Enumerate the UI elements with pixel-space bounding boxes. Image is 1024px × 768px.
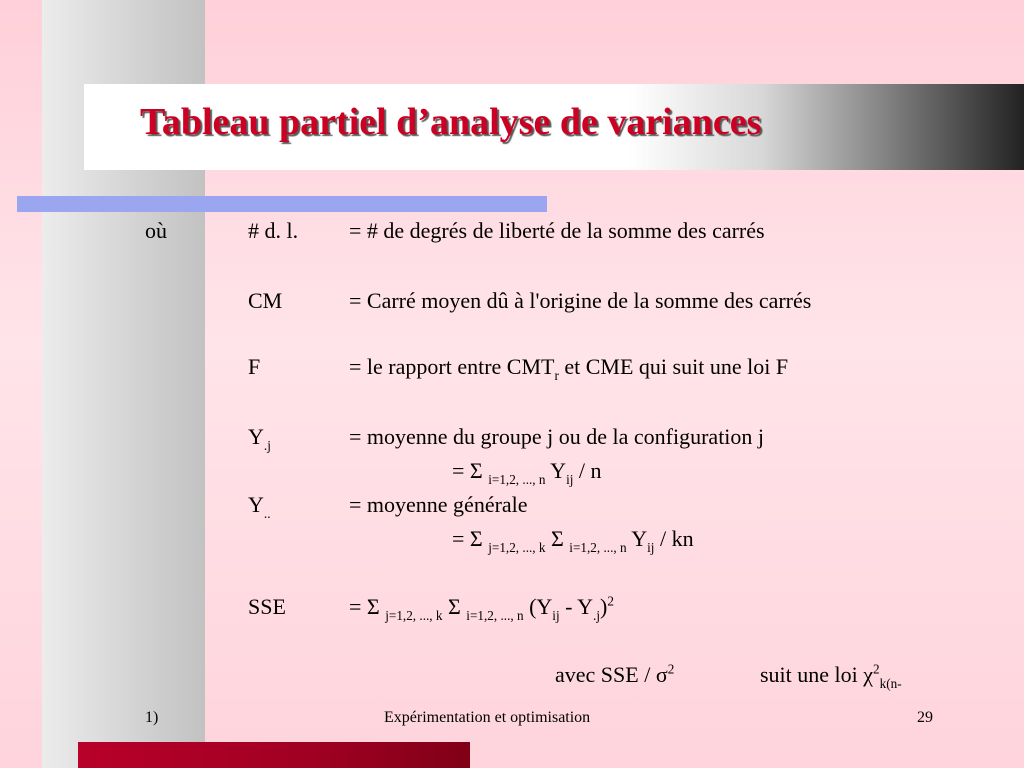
desc-yj: = moyenne du groupe j ou de la configuration j bbox=[349, 424, 765, 449]
term-sse: SSE bbox=[248, 594, 286, 619]
blue-accent-bar bbox=[17, 196, 547, 212]
footer-center: Expérimentation et optimisation bbox=[384, 709, 591, 726]
formula-sse: = Σ $_{j=1,2, ..., k}$ Σ $_{i=1,2, ..., n}$ $(Y_{ij} - Y_{.j})^2$ bbox=[349, 593, 614, 623]
term-ddl: # d. l. bbox=[248, 218, 299, 243]
term-f: F bbox=[248, 354, 261, 379]
term-ydd: $Y_{..}$ bbox=[248, 492, 271, 521]
intro-word: où bbox=[145, 218, 167, 243]
conclusion-avec: avec SSE / $\sigma^2$ bbox=[555, 661, 675, 687]
term-yj: $Y_{.j}$ bbox=[248, 424, 271, 453]
formula-ydd: = Σ $_{j=1,2, ..., k}$ Σ $_{i=1,2, ..., n}$ $Y_{ij}$ / kn bbox=[452, 526, 694, 555]
formula-yj: = Σ $_{i=1,2, ..., n}$ $Y_{ij}$ / n bbox=[452, 458, 602, 487]
red-accent-bar bbox=[78, 742, 470, 768]
footer-left: 1) bbox=[145, 709, 159, 726]
desc-cm: = Carré moyen dû à l'origine de la somme des carrés bbox=[349, 288, 812, 313]
conclusion-suit: suit une loi $\chi^2_{k(n-}$ bbox=[760, 661, 902, 691]
slide-title: Tableau partiel d’analyse de variances bbox=[140, 101, 762, 143]
desc-ddl: = # de degrés de liberté de la somme des carrés bbox=[349, 218, 765, 243]
term-cm: CM bbox=[248, 288, 283, 313]
page-number: 29 bbox=[917, 709, 933, 726]
desc-f: = le rapport entre $CMT_r$ et CME qui suit une loi F bbox=[349, 354, 789, 383]
desc-ydd: = moyenne générale bbox=[349, 492, 528, 517]
